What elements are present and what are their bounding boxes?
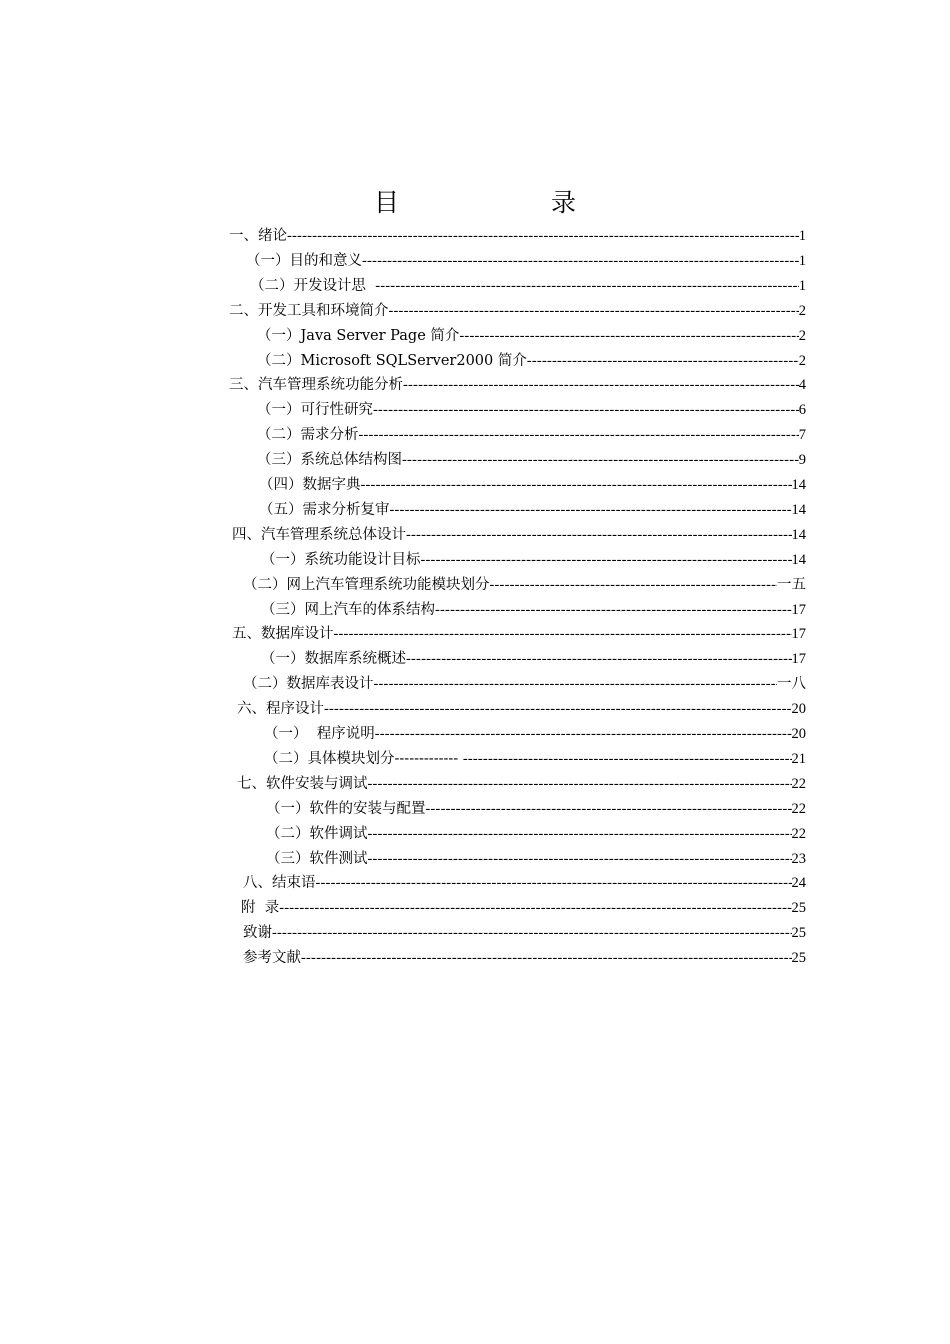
toc-entry[interactable] (229, 224, 806, 248)
toc-leader-dashes (426, 797, 792, 821)
toc-entry-page-number: 17 (791, 651, 806, 667)
toc-entry-label: 参考文献 (243, 950, 301, 966)
toc-entry-label: （三）网上汽车的体系结构 (261, 602, 435, 618)
toc-title-char-2: 录 (551, 188, 577, 217)
toc-entry[interactable] (259, 473, 806, 497)
toc-entry[interactable] (232, 622, 806, 646)
toc-leader-dashes (368, 822, 792, 846)
toc-entry[interactable] (237, 697, 806, 721)
toc-leader-dashes (527, 349, 799, 373)
toc-entry-label: （二）开发设计思 (250, 278, 376, 294)
toc-leader-dashes (368, 772, 792, 796)
toc-leader-dashes (390, 498, 792, 522)
toc-leader-dashes (272, 921, 792, 945)
toc-entry[interactable] (243, 672, 806, 696)
toc-entry-page-number: 2 (798, 303, 806, 319)
toc-leader-dashes (375, 274, 799, 298)
toc-entry-label: 三、汽车管理系统功能分析 (229, 377, 403, 393)
toc-leader-dashes (368, 847, 792, 871)
toc-leader-dashes (406, 523, 792, 547)
toc-entry-label: （一）软件的安装与配置 (266, 801, 426, 817)
toc-entry-label: （三）软件测试 (266, 851, 368, 867)
toc-entry[interactable] (257, 423, 806, 447)
toc-entry-page-number: 2 (798, 353, 806, 369)
toc-leader-dashes (435, 598, 792, 622)
toc-entry-label: （二）网上汽车管理系统功能模块划分 (243, 577, 490, 593)
toc-leader-dashes (279, 896, 791, 920)
toc-title-char-1: 目 (374, 188, 400, 217)
toc-entry-label: （一）Java Server Page 简介 (257, 328, 460, 344)
toc-entry[interactable] (243, 573, 806, 597)
toc-entry-label: 二、开发工具和环境简介 (229, 303, 389, 319)
toc-entry-label: （一）数据库系统概述 (261, 651, 406, 667)
toc-entry[interactable] (261, 548, 806, 572)
toc-entry[interactable] (243, 946, 806, 970)
toc-entry-page-number: 17 (791, 602, 806, 618)
toc-entry-page-number: 1 (798, 253, 806, 269)
toc-entry-label: 致谢 (243, 925, 272, 941)
toc-entry[interactable] (241, 896, 806, 920)
toc-leader-dashes (324, 697, 792, 721)
toc-leader-dashes (463, 747, 792, 771)
toc-entry-page-number: 6 (798, 402, 806, 418)
toc-entry-label: 八、结束语 (243, 875, 316, 891)
toc-entry-page-number: 14 (791, 552, 806, 568)
toc-entry-label: （二）数据库表设计 (243, 676, 374, 692)
toc-entry[interactable] (257, 398, 806, 422)
toc-entry-page-number: 9 (798, 452, 806, 468)
toc-leader-dashes (421, 548, 792, 572)
toc-entry[interactable] (261, 598, 806, 622)
toc-entry-page-number: 2 (798, 328, 806, 344)
toc-leader-dashes (334, 622, 792, 646)
toc-entry[interactable] (257, 324, 806, 348)
toc-entry[interactable] (264, 747, 806, 771)
toc-entry-page-number: 23 (791, 851, 806, 867)
toc-entry-page-number: 20 (791, 726, 806, 742)
toc-entry-label: （二）Microsoft SQLServer2000 简介 (257, 353, 527, 369)
toc-entry-label: （二）具体模块划分------------- (264, 751, 463, 767)
toc-entry-label: （一）可行性研究 (257, 402, 373, 418)
toc-entry[interactable] (266, 847, 806, 871)
toc-entry-page-number: 14 (791, 502, 806, 518)
toc-entry-page-number: 22 (791, 801, 806, 817)
toc-entry-page-number: 22 (791, 776, 806, 792)
toc-entry-label: 七、软件安装与调试 (237, 776, 368, 792)
toc-entry[interactable] (250, 274, 806, 298)
toc-entry-page-number: 25 (791, 900, 806, 916)
toc-entry-page-number: 24 (791, 875, 806, 891)
toc-leader-dashes (459, 324, 798, 348)
toc-leader-dashes (359, 423, 799, 447)
toc-leader-dashes (375, 722, 792, 746)
toc-entry-label: 六、程序设计 (237, 701, 324, 717)
toc-entry[interactable] (229, 373, 806, 397)
toc-leader-dashes (490, 573, 778, 597)
toc-leader-dashes (374, 672, 778, 696)
toc-entry[interactable] (266, 822, 806, 846)
toc-entry[interactable] (257, 448, 806, 472)
toc-entry[interactable] (229, 299, 806, 323)
toc-entry[interactable] (257, 349, 806, 373)
toc-leader-dashes (402, 448, 799, 472)
toc-entry[interactable] (259, 498, 806, 522)
toc-entry-page-number: 14 (791, 477, 806, 493)
toc-leader-dashes (373, 398, 799, 422)
toc-entry-label: 四、汽车管理系统总体设计 (232, 527, 406, 543)
toc-leader-dashes (403, 373, 799, 397)
toc-entry-label: （二）软件调试 (266, 826, 368, 842)
toc-entry[interactable] (246, 249, 806, 273)
toc-entry-label: 附 录 (241, 900, 280, 916)
toc-entry-page-number: 一五 (777, 577, 806, 593)
toc-entry-page-number: 17 (791, 626, 806, 642)
toc-entry-label: （五）需求分析复审 (259, 502, 390, 518)
toc-entry-label: 五、数据库设计 (232, 626, 334, 642)
toc-entry-page-number: 一八 (777, 676, 806, 692)
toc-leader-dashes (389, 299, 799, 323)
toc-entry-page-number: 1 (798, 228, 806, 244)
toc-entry-label: （四）数据字典 (259, 477, 361, 493)
toc-entry-label: （一）系统功能设计目标 (261, 552, 421, 568)
toc-entry[interactable] (264, 722, 806, 746)
toc-title (0, 183, 950, 219)
toc-entry[interactable] (261, 647, 806, 671)
toc-entry-page-number: 20 (791, 701, 806, 717)
toc-entry[interactable] (243, 921, 806, 945)
toc-entry[interactable] (237, 772, 806, 796)
toc-leader-dashes (362, 249, 799, 273)
toc-entry-page-number: 21 (791, 751, 806, 767)
toc-entry-page-number: 14 (791, 527, 806, 543)
toc-leader-dashes (287, 224, 799, 248)
toc-leader-dashes (316, 871, 792, 895)
toc-leader-dashes (301, 946, 792, 970)
toc-entry-page-number: 1 (798, 278, 806, 294)
toc-entry-label: （一）目的和意义 (246, 253, 362, 269)
toc-entry-page-number: 25 (791, 925, 806, 941)
toc-leader-dashes (361, 473, 792, 497)
toc-entry-label: （三）系统总体结构图 (257, 452, 402, 468)
toc-entry-page-number: 4 (798, 377, 806, 393)
toc-entry-page-number: 7 (798, 427, 806, 443)
toc-entry-page-number: 22 (791, 826, 806, 842)
toc-entry[interactable] (243, 871, 806, 895)
toc-entry-label: 一、绪论 (229, 228, 287, 244)
toc-leader-dashes (406, 647, 792, 671)
toc-entry-label: （二）需求分析 (257, 427, 359, 443)
toc-entry[interactable] (232, 523, 806, 547)
toc-entry[interactable] (266, 797, 806, 821)
toc-entry-label: （一） 程序说明 (264, 726, 375, 742)
toc-entry-page-number: 25 (791, 950, 806, 966)
